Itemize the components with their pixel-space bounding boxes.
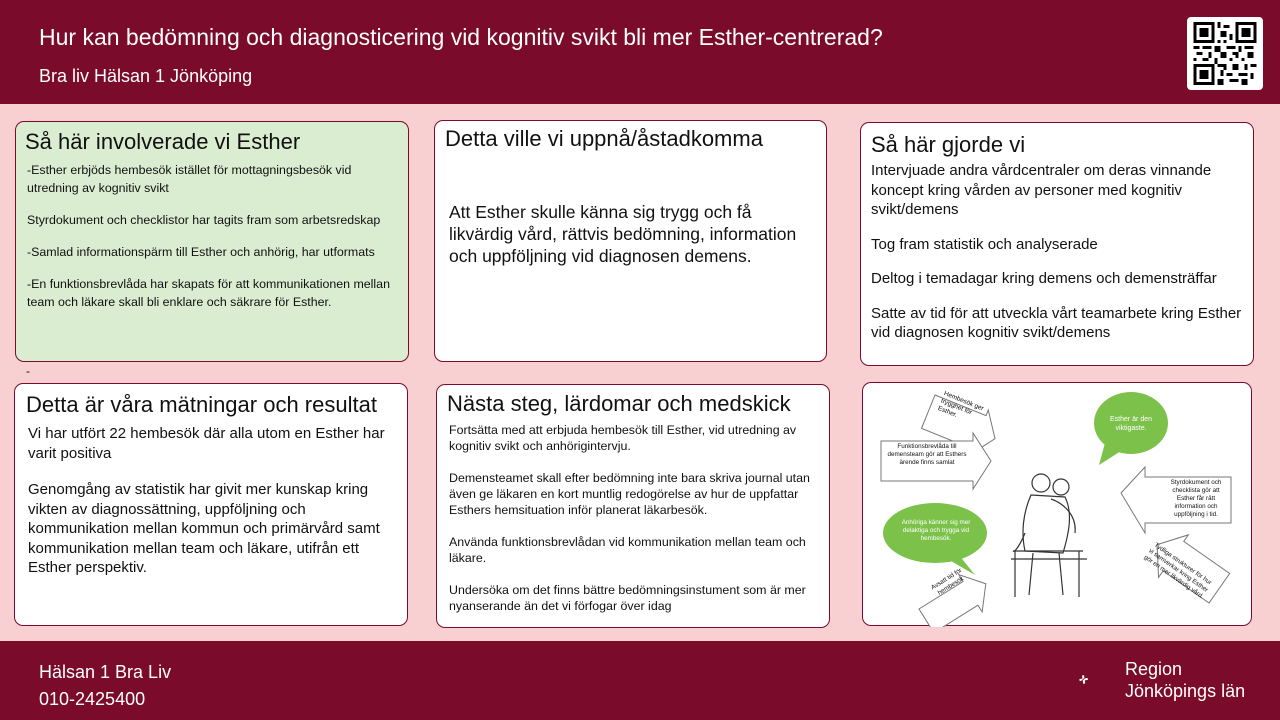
- region-logo-text: [1125, 658, 1245, 702]
- involved-item: -Samlad informationspärm till Esther och anhörig, har utformats: [27, 244, 375, 259]
- qr-code-icon: [1187, 17, 1263, 90]
- box-results-heading: Detta är våra mätningar och resultat: [26, 392, 377, 417]
- involved-item: -En funktionsbrevlåda har skapats för att kommunikationen mellan team och läkare skall bli enklare och säkrare för Esther.: [27, 276, 390, 309]
- results-item: Vi har utfört 22 hembesök där alla utom en Esther har varit positiva: [28, 425, 385, 462]
- how-item: Satte av tid för att utveckla vårt teamarbete kring Esther vid diagnosen kognitiv svikt/demens: [871, 304, 1242, 341]
- logo-line-1: Region: [1125, 659, 1183, 679]
- page-subtitle: Bra liv Hälsan 1 Jönköping: [39, 66, 253, 86]
- box-results: [14, 383, 408, 626]
- footer-phone: 010-2425400: [39, 689, 146, 709]
- region-logo-icon: [1078, 658, 1122, 702]
- next-item: Fortsätta med att erbjuda hembesök till Esther, vid utredning av kognitiv svikt och anhörigintervju.: [449, 423, 797, 453]
- next-item: Undersöka om det finns bättre bedömningsinstument som är mer nyanserande än det vi förfogar över idag: [449, 583, 806, 613]
- next-item: Använda funktionsbrevlådan vid kommunikation mellan team och läkare.: [449, 535, 806, 565]
- how-item: Intervjuade andra vårdcentraler om deras vinnande koncept kring vården av personer med kognitiv svikt/demens: [871, 162, 1212, 218]
- label-hembesok: Hembesök ger trygghet för Esther.: [936, 390, 985, 420]
- label-avsatt: Avsatt tid för hembesök: [929, 566, 966, 597]
- box-involved-heading: Så här involverade vi Esther: [25, 129, 301, 154]
- results-item: Genomgång av statistik har givit mer kunskap kring vikten av diagnossättning, uppföljning och kommunikation mellan kommun och primärvård samt kommunikation mellan team och läkare, utifrån ett Esther perspektiv.: [28, 481, 380, 576]
- page-title: Hur kan bedömning och diagnosticering vid kognitiv svikt bli mer Esther-centrerad?: [39, 24, 883, 50]
- label-tydliga: Tydliga strukturer för hur vi samverkar kring Esther gör en mer likvärdig vård.: [1142, 541, 1213, 601]
- label-funktion: Funktionsbrevlåda till demensteam gör att Esthers ärende finns samlat: [887, 443, 967, 466]
- involved-item: Styrdokument och checklistor har tagits fram som arbetsredskap: [27, 212, 381, 227]
- involved-item: -Esther erbjöds hembesök istället för mottagningsbesök vid utredning av kognitiv svikt: [27, 163, 352, 195]
- box-next-steps: [436, 384, 830, 628]
- box-illustration: [862, 382, 1252, 626]
- next-item: Demensteamet skall efter bedömning inte bara skriva journal utan även ge läkaren en kort muntlig redogörelse av hur de uppfattar Esthers hemsituation inför planerat läkarbesök.: [449, 471, 810, 517]
- how-item: Deltog i temadagar kring demens och demensträffar: [871, 270, 1217, 287]
- couple-on-bench-illustration: [1011, 474, 1087, 597]
- label-styr: Styrdokument och checklista gör att Esther får rätt information och uppföljning i tid.: [1170, 479, 1222, 518]
- label-esther: Esther är den viktigaste.: [1109, 416, 1153, 432]
- box-how-heading: Så här gjorde vi: [871, 132, 1026, 157]
- box-goal: [434, 120, 827, 362]
- box-next-heading: Nästa steg, lärdomar och medskick: [447, 391, 791, 416]
- box-how-we-did: [860, 122, 1254, 366]
- goal-text: Att Esther skulle känna sig trygg och få likvärdig vård, rättvis bedömning, information och uppföljning vid diagnosen demens.: [449, 202, 797, 266]
- footer-org: Hälsan 1 Bra Liv: [39, 662, 172, 682]
- how-item: Tog fram statistik och analyserade: [871, 235, 1098, 253]
- box-involved-esther: [15, 121, 409, 362]
- logo-line-2: Jönköpings län: [1125, 681, 1246, 701]
- box-goal-heading: Detta ville vi uppnå/åstadkomma: [445, 126, 763, 151]
- label-anhoriga: Anhöriga känner sig mer delaktiga och trygga vid hembesök.: [901, 519, 971, 542]
- header-bar: [0, 0, 1280, 104]
- trailing-dash: -: [26, 364, 30, 378]
